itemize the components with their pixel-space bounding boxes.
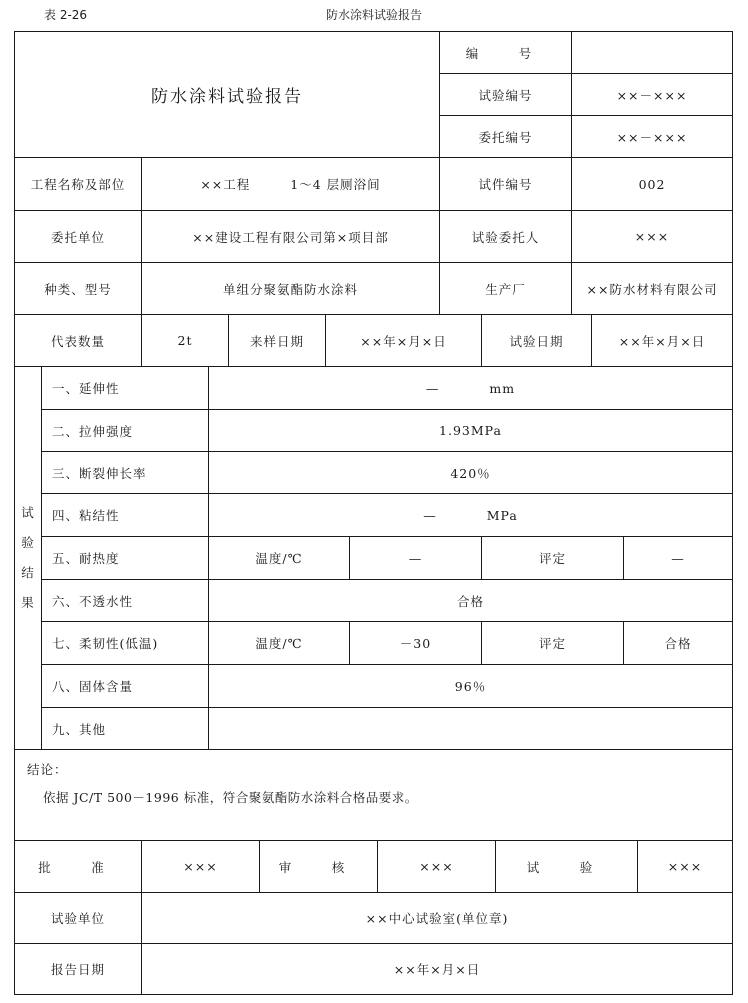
project-location: 1～4 层厕浴间 bbox=[290, 177, 381, 192]
report-date-value: ××年×月×日 bbox=[141, 943, 733, 995]
impermeability-value: 合格 bbox=[208, 579, 733, 622]
heat-label: 五、耐热度 bbox=[41, 536, 209, 580]
sample-number-value: 002 bbox=[571, 157, 733, 211]
approve-label: 批 准 bbox=[14, 840, 142, 893]
approve-value: ××× bbox=[141, 840, 260, 893]
flexibility-eval-label: 评定 bbox=[481, 621, 624, 665]
flexibility-temp-value: －30 bbox=[349, 621, 482, 665]
sample-number-label: 试件编号 bbox=[439, 157, 572, 211]
test-number-value: ××－××× bbox=[571, 73, 733, 116]
maker-value: ××防水材料有限公司 bbox=[571, 262, 733, 315]
flexibility-eval-value: 合格 bbox=[623, 621, 733, 665]
break-elongation-label: 三、断裂伸长率 bbox=[41, 451, 209, 494]
quantity-label: 代表数量 bbox=[14, 314, 142, 367]
tensile-label: 二、拉伸强度 bbox=[41, 409, 209, 452]
heat-temp-value: — bbox=[349, 536, 482, 580]
impermeability-label: 六、不透水性 bbox=[41, 579, 209, 622]
client-label: 委托单位 bbox=[14, 210, 142, 263]
project-label: 工程名称及部位 bbox=[14, 157, 142, 211]
lab-value: ××中心试验室(单位章) bbox=[141, 892, 733, 944]
client-person-value: ××× bbox=[571, 210, 733, 263]
adhesion-label: 四、粘结性 bbox=[41, 493, 209, 537]
client-value: ××建设工程有限公司第×项目部 bbox=[141, 210, 440, 263]
heat-eval-value: — bbox=[623, 536, 733, 580]
elongation-label: 一、延伸性 bbox=[41, 366, 209, 410]
maker-label: 生产厂 bbox=[439, 262, 572, 315]
client-person-label: 试验委托人 bbox=[439, 210, 572, 263]
other-value bbox=[208, 707, 733, 750]
report-title: 防水涂料试验报告 bbox=[14, 31, 440, 158]
conclusion-label: 结论： bbox=[27, 762, 68, 777]
test-date-value: ××年×月×日 bbox=[591, 314, 733, 367]
elongation-value: — mm bbox=[208, 366, 733, 410]
conclusion-box bbox=[14, 749, 733, 841]
break-elongation-value: 420％ bbox=[208, 451, 733, 494]
quantity-value: 2t bbox=[141, 314, 229, 367]
solids-value: 96％ bbox=[208, 664, 733, 708]
table-number: 表 2-26 bbox=[44, 8, 88, 22]
commission-number-label: 委托编号 bbox=[439, 115, 572, 158]
report-date-label: 报告日期 bbox=[14, 943, 142, 995]
review-value: ××× bbox=[377, 840, 496, 893]
sampling-date-label: 来样日期 bbox=[228, 314, 326, 367]
number-label: 编 号 bbox=[439, 31, 572, 74]
number-value bbox=[571, 31, 733, 74]
type-label: 种类、型号 bbox=[14, 262, 142, 315]
sampling-date-value: ××年×月×日 bbox=[325, 314, 482, 367]
test-value: ××× bbox=[637, 840, 733, 893]
test-number-label: 试验编号 bbox=[439, 73, 572, 116]
flexibility-label: 七、柔韧性(低温) bbox=[41, 621, 209, 665]
type-value: 单组分聚氨酯防水涂料 bbox=[141, 262, 440, 315]
project-name: ××工程 bbox=[200, 177, 251, 192]
project-value bbox=[141, 157, 440, 211]
conclusion-text: 依据 JC/T 500－1996 标准，符合聚氨酯防水涂料合格品要求。 bbox=[43, 790, 418, 805]
results-side-label: 试 验 结 果 bbox=[14, 366, 42, 750]
test-date-label: 试验日期 bbox=[481, 314, 592, 367]
adhesion-value: — MPa bbox=[208, 493, 733, 537]
review-label: 审 核 bbox=[259, 840, 378, 893]
heat-eval-label: 评定 bbox=[481, 536, 624, 580]
page-header-title: 防水涂料试验报告 bbox=[325, 8, 422, 22]
tensile-value: 1.93MPa bbox=[208, 409, 733, 452]
test-label: 试 验 bbox=[495, 840, 638, 893]
commission-number-value: ××－××× bbox=[571, 115, 733, 158]
flexibility-temp-label: 温度/℃ bbox=[208, 621, 350, 665]
other-label: 九、其他 bbox=[41, 707, 209, 750]
solids-label: 八、固体含量 bbox=[41, 664, 209, 708]
lab-label: 试验单位 bbox=[14, 892, 142, 944]
heat-temp-label: 温度/℃ bbox=[208, 536, 350, 580]
